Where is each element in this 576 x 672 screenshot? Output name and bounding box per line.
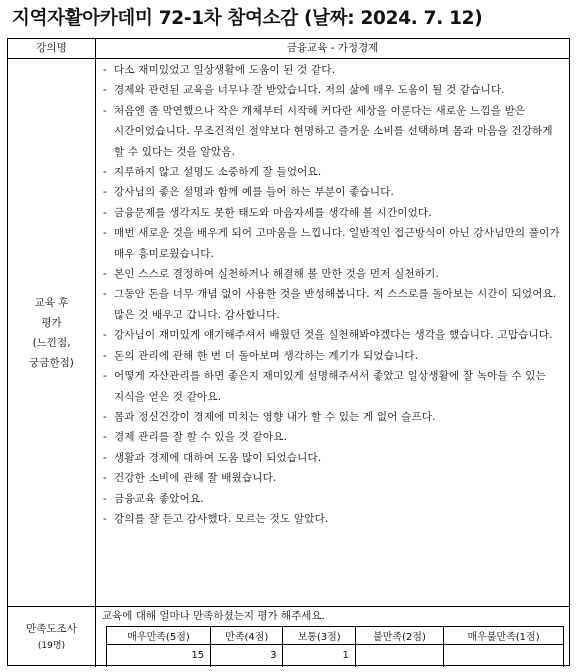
feedback-item: - 지루하지 않고 설명도 소중하게 잘 들었어요. — [102, 162, 563, 182]
count-very-satisfied: 15 — [107, 645, 211, 667]
lecture-title: 금융교육 - 가정경제 — [286, 42, 379, 54]
feedback-item: - 금융문제를 생각지도 못한 태도와 마음자세를 생각해 볼 시간이었다. — [102, 203, 563, 223]
count-very-dissatisfied — [444, 645, 564, 667]
feedback-item: - 생활과 경제에 대하여 도움 많이 되었습니다. — [102, 448, 563, 468]
feedback-item: - 돈의 관리에 관해 한 번 더 돌아보며 생각하는 계기가 되었습니다. — [102, 346, 563, 366]
count-dissatisfied — [355, 645, 443, 667]
feedback-item: - 어떻게 자산관리를 하면 좋은지 재미있게 설명해주셔서 좋았고 일상생활에 잘 녹아들 수 있는 지식을 얻은 것 같아요. — [102, 366, 563, 407]
feedback-label-line: 교육 후 — [34, 296, 69, 309]
satisfaction-label-text: 만족도조사 — [26, 623, 77, 635]
satisfaction-question: 교육에 대해 얼마나 만족하셨는지 평가 해주세요. — [102, 610, 325, 622]
feedback-item: - 본인 스스로 결정하여 실천하거나 해결해 볼 만한 것을 먼저 실천하기. — [102, 264, 563, 284]
feedback-item: - 몸과 정신건강이 경제에 미치는 영향 내가 할 수 있는 게 없어 슬프다. — [102, 407, 563, 427]
satisfaction-table — [106, 626, 564, 667]
feedback-document — [7, 38, 570, 666]
satisfaction-count-row — [107, 645, 564, 667]
lecture-row — [8, 39, 569, 59]
feedback-label-line: 평가 — [41, 316, 62, 329]
feedback-row — [8, 59, 569, 607]
feedback-list — [102, 60, 563, 529]
feedback-item: - 경제와 관련된 교육을 너무나 잘 받았습니다. 저의 삶에 매우 도움이 될 것 같습니다. — [102, 80, 563, 100]
feedback-item: - 매번 새로운 것을 배우게 되어 고마움을 느낍니다. 일반적인 접근방식이 아닌 강사님만의 풀이가 매우 흥미로웠습니다. — [102, 223, 563, 264]
feedback-item: - 강사님의 좋은 설명과 함께 예를 들어 하는 부분이 좋습니다. — [102, 182, 563, 202]
page-title: 지역자활아카데미 72-1차 참여소감 (날짜: 2024. 7. 12) — [12, 8, 483, 29]
respondent-count: (19명) — [37, 641, 66, 651]
feedback-item: - 강사님이 재미있게 얘기해주셔서 배웠던 것을 실천해봐야겠다는 생각을 했습니다. 고맙습니다. — [102, 325, 563, 345]
feedback-label-line: (느낀점, — [32, 336, 71, 349]
feedback-item: - 건강한 소비에 관해 잘 배웠습니다. — [102, 468, 563, 488]
header-satisfied: 만족(4점) — [211, 627, 283, 645]
header-dissatisfied: 불만족(2점) — [355, 627, 443, 645]
count-satisfied: 3 — [211, 645, 283, 667]
feedback-item: - 그동안 돈을 너무 개념 없이 사용한 것을 반성해봅니다. 저 스스로를 돌아보는 시간이 되었어요. 많은 것 배우고 갑니다. 감사합니다. — [102, 284, 563, 325]
satisfaction-label — [8, 607, 96, 667]
header-very-dissatisfied: 매우불만족(1점) — [444, 627, 564, 645]
feedback-label-line: 궁금한점) — [29, 356, 74, 369]
feedback-item: - 강의를 잘 듣고 감사했다. 모르는 것도 알았다. — [102, 509, 563, 529]
feedback-item: - 금융교육 좋았어요. — [102, 489, 563, 509]
feedback-label — [8, 59, 96, 606]
satisfaction-row — [8, 607, 569, 667]
header-neutral: 보통(3점) — [283, 627, 355, 645]
lecture-label: 강의명 — [8, 39, 96, 58]
feedback-item: - 다소 재미있었고 일상생활에 도움이 된 것 같다. — [102, 60, 563, 80]
feedback-item: - 경제 관리를 잘 할 수 있을 것 같아요. — [102, 427, 563, 447]
count-neutral: 1 — [283, 645, 355, 667]
feedback-item: - 처음엔 좀 막연했으나 작은 개체부터 시작해 커다란 세상을 이룬다는 새로운 느낌을 받은 시간이었습니다. 무조건적인 절약보다 현명하고 즐거운 소비를 선택하며 몸과 마음을 건강하게 할 수 있다는 것을 알았음. — [102, 101, 563, 162]
satisfaction-header-row — [107, 627, 564, 645]
header-very-satisfied: 매우만족(5점) — [107, 627, 211, 645]
